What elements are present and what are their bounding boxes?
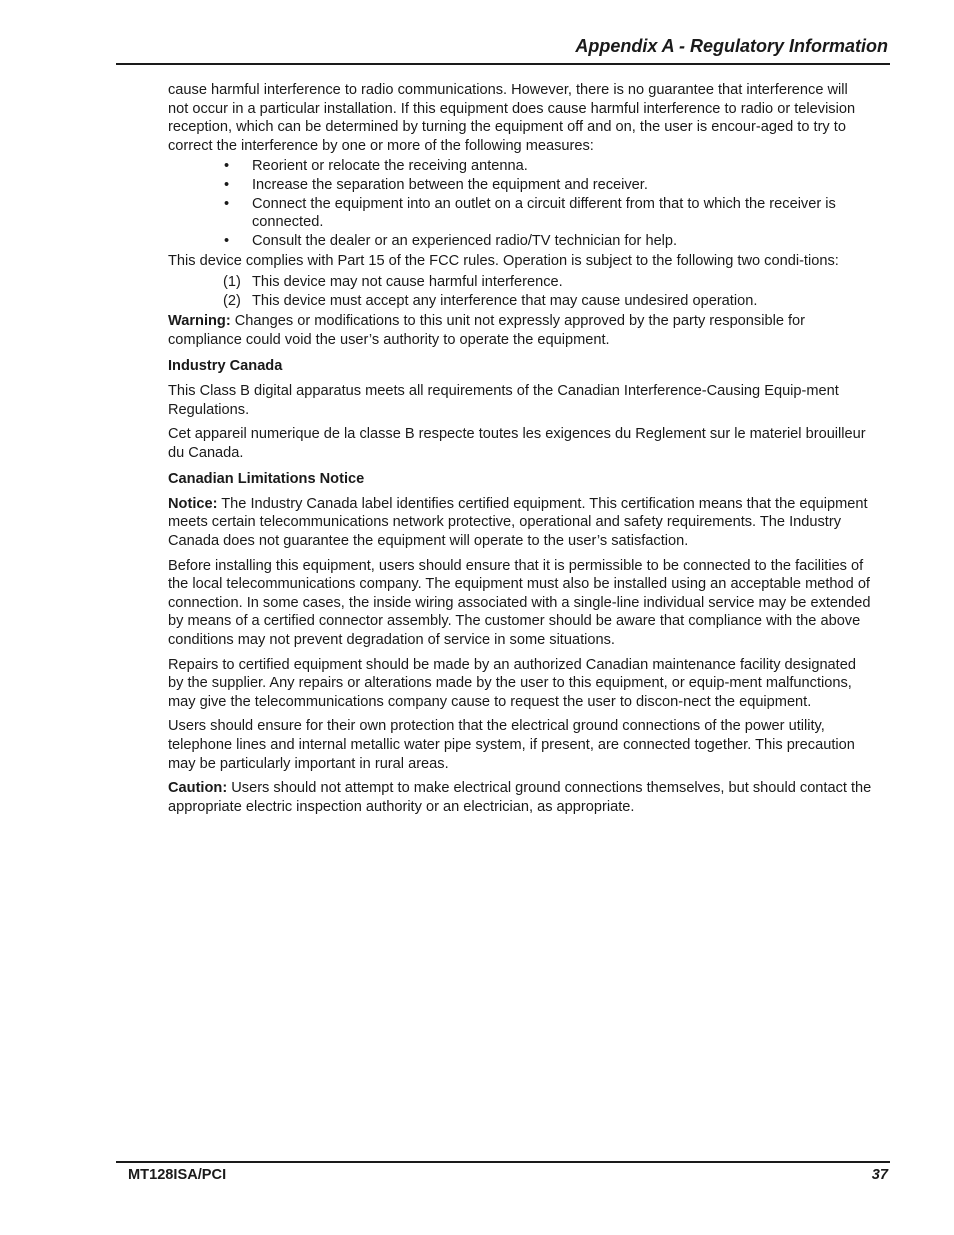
warning-label: Warning: [168,313,231,330]
industry-canada-french-paragraph: Cet appareil numerique de la classe B respecte toutes les exigences du Reglement sur le materiel brouilleur du Canada. [168,426,866,461]
page-content [168,81,872,822]
list-item [168,273,872,292]
list-item [168,157,872,176]
footer-divider [116,1161,890,1163]
installing-paragraph: Before installing this equipment, users should ensure that it is permissible to be connected to the facilities of the local telecommunications company. The equipment must also be installed using an acceptable method of connection. In some cases, the inside wiring associated with a single-line individual service may be extended by means of a certified connector assembly. The customer should be aware that compliance with the above conditions may not prevent degradation of service in some situations. [168,557,871,649]
measures-list [168,157,872,250]
warning-paragraph [168,312,872,349]
canadian-limitations-heading: Canadian Limitations Notice [168,471,365,488]
bullet-icon: • [224,232,230,249]
list-item-text: Connect the equipment into an outlet on a circuit different from that to which the receiver is connected. [252,195,836,231]
list-item [168,292,872,311]
page-number: 37 [871,1167,888,1183]
warning-text: Changes or modifications to this unit not expressly approved by the party responsible for compliance could void the user’s authority to operate the equipment. [168,313,806,348]
bullet-icon: • [224,195,230,212]
intro-paragraph: cause harmful interference to radio communications. However, there is no guarantee that interference will not occur in a particular installation. If this equipment does cause harmful interference to radio or television reception, which can be determined by turning the equipment off and on, the user is encour-aged to try to correct the interference by one or more of the following measures: [168,82,856,154]
caution-text: Users should not attempt to make electrical ground connections themselves, but should contact the appropriate electric inspection authority or an electrician, as appropriate. [168,780,872,815]
conditions-list [168,273,872,310]
list-number: (1) [223,273,241,290]
page-header-title: Appendix A - Regulatory Information [575,36,888,56]
caution-paragraph [168,779,872,816]
list-item-text: This device must accept any interference that may cause undesired operation. [252,292,758,309]
footer-product-name: MT128ISA/PCI [128,1167,227,1183]
header-divider [116,63,890,65]
industry-canada-heading: Industry Canada [168,358,283,375]
list-item [168,176,872,195]
fcc-compliance-paragraph: This device complies with Part 15 of the FCC rules. Operation is subject to the following two condi-tions: [168,253,839,270]
list-item-text: Consult the dealer or an experienced radio/TV technician for help. [252,232,678,249]
notice-label: Notice: [168,495,218,512]
list-number: (2) [223,292,241,309]
list-item-text: Increase the separation between the equipment and receiver. [252,176,648,193]
repairs-paragraph: Repairs to certified equipment should be made by an authorized Canadian maintenance facility designated by the supplier. Any repairs or alterations made by the user to this equipment, or equip-ment malfunctions, may give the telecommunications company cause to request the user to discon-nect the equipment. [168,656,856,710]
bullet-icon: • [224,158,230,175]
caution-label: Caution: [168,780,228,797]
grounding-paragraph: Users should ensure for their own protection that the electrical ground connections of the power utility, telephone lines and internal metallic water pipe system, if present, are connected together. This precaution may be particularly important in rural areas. [168,718,855,772]
list-item [168,195,872,232]
notice-paragraph [168,495,872,551]
list-item [168,232,872,251]
list-item-text: Reorient or relocate the receiving antenna. [252,158,528,175]
list-item-text: This device may not cause harmful interference. [252,273,563,290]
notice-text: The Industry Canada label identifies certified equipment. This certification means that the equipment meets certain telecommunications network protective, operational and safety requirements. The Industry Canada does not guarantee the equipment will operate to the user’s satisfaction. [168,495,868,550]
bullet-icon: • [224,176,230,193]
industry-canada-english-paragraph: This Class B digital apparatus meets all requirements of the Canadian Interference-Causing Equip-ment Regulations. [168,382,839,418]
